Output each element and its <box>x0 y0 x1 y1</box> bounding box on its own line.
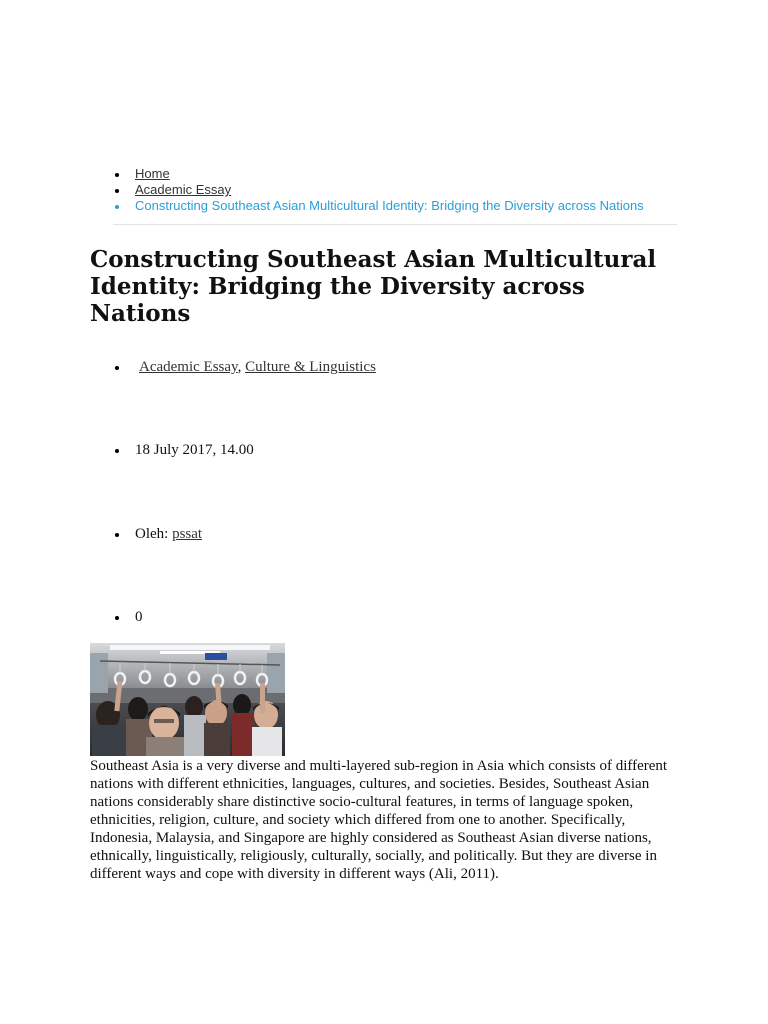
post-date <box>113 441 254 459</box>
post-categories-item <box>113 358 376 376</box>
category-link-academic-essay[interactable]: Academic Essay <box>139 359 238 375</box>
article-body: Southeast Asia is a very diverse and multi-layered sub-region in Asia which consists of different nations with different ethnicities, languages, cultures, and societies. Besides, Southeast Asian nations considerably share distinctive socio-cultural features, in terms of language spoken, ethnicities, religion, culture, and society which differed from one to another. Specifically, Indonesia, Malaysia, and Singapore are highly considered as Southeast Asian diverse nations, ethnically, linguistically, religiously, culturally, socially, and politically. But they are diverse in different ways and cope with diversity in different ways (Ali, 2011). <box>90 758 668 882</box>
category-separator: , <box>237 359 246 375</box>
breadcrumb-item-category <box>113 182 677 198</box>
breadcrumb-link-category[interactable]: Academic Essay <box>135 182 232 197</box>
author-link[interactable]: pssat <box>172 526 203 542</box>
comment-count-value[interactable]: 0 <box>113 608 143 626</box>
post-categories <box>113 358 376 376</box>
post-date-text: 18 July 2017, 14.00 <box>113 441 254 459</box>
breadcrumb-link-home[interactable]: Home <box>135 166 170 181</box>
featured-image[interactable] <box>90 643 285 756</box>
breadcrumb <box>113 166 677 225</box>
breadcrumb-item-current: Constructing Southeast Asian Multicultural Identity: Bridging the Diversity across Nations <box>113 198 677 214</box>
crowded-train-photo-icon <box>90 643 285 756</box>
breadcrumb-item-home <box>113 166 677 182</box>
category-link-culture-linguistics[interactable]: Culture & Linguistics <box>245 359 376 375</box>
author-label: Oleh: <box>135 526 173 542</box>
post-author <box>113 525 202 543</box>
comment-count <box>113 608 143 626</box>
post-author-item <box>113 525 202 543</box>
page-title: Constructing Southeast Asian Multicultural Identity: Bridging the Diversity across Nations <box>90 246 657 327</box>
